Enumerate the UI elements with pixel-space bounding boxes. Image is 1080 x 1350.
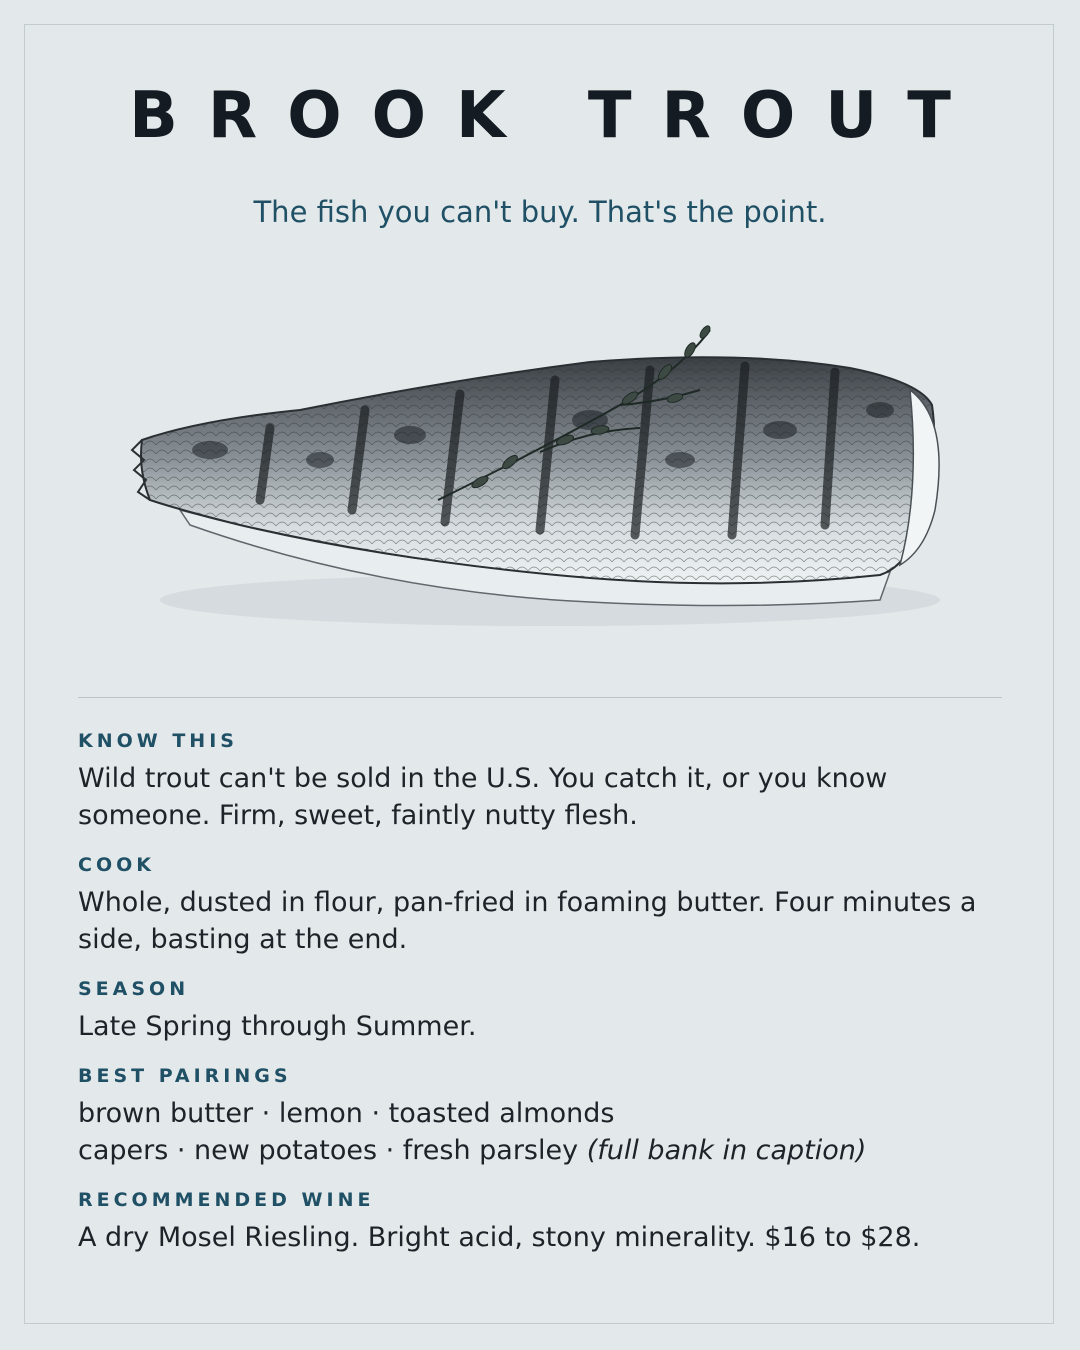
section-know-this bbox=[78, 728, 1018, 834]
pairings-line bbox=[78, 1132, 1018, 1169]
section-label: KNOW THIS bbox=[78, 730, 238, 752]
text-line: Whole, dusted in flour, pan-fried in foaming butter. Four minutes a bbox=[78, 887, 977, 918]
text-line: someone. Firm, sweet, faintly nutty flesh. bbox=[78, 800, 638, 831]
page-title: BROOK TROUT bbox=[129, 79, 981, 153]
section-text: A dry Mosel Riesling. Bright acid, stony minerality. $16 to $28. bbox=[78, 1222, 921, 1253]
section-label: BEST PAIRINGS bbox=[78, 1065, 292, 1087]
section-season bbox=[78, 976, 1018, 1045]
section-divider bbox=[78, 697, 1002, 698]
section-text bbox=[78, 884, 1018, 958]
section-label: COOK bbox=[78, 854, 155, 876]
section-cook bbox=[78, 852, 1018, 958]
page-subtitle: The fish you can't buy. That's the point. bbox=[253, 195, 827, 229]
fish-fillet-with-herb-icon bbox=[120, 310, 960, 650]
section-text bbox=[78, 1095, 1018, 1169]
text-line: Wild trout can't be sold in the U.S. You catch it, or you know bbox=[78, 763, 888, 794]
pairings-line: brown butter · lemon · toasted almonds bbox=[78, 1098, 615, 1129]
caption-note: (full bank in caption) bbox=[586, 1135, 867, 1166]
section-text: Late Spring through Summer. bbox=[78, 1011, 477, 1042]
section-label: RECOMMENDED WINE bbox=[78, 1189, 375, 1211]
section-label: SEASON bbox=[78, 978, 190, 1000]
section-text bbox=[78, 760, 1018, 834]
text-line: side, basting at the end. bbox=[78, 924, 408, 955]
info-sections bbox=[78, 728, 1018, 1256]
section-best-pairings bbox=[78, 1063, 1018, 1169]
section-recommended-wine bbox=[78, 1187, 1018, 1256]
pairings-line-text: capers · new potatoes · fresh parsley bbox=[78, 1135, 579, 1166]
